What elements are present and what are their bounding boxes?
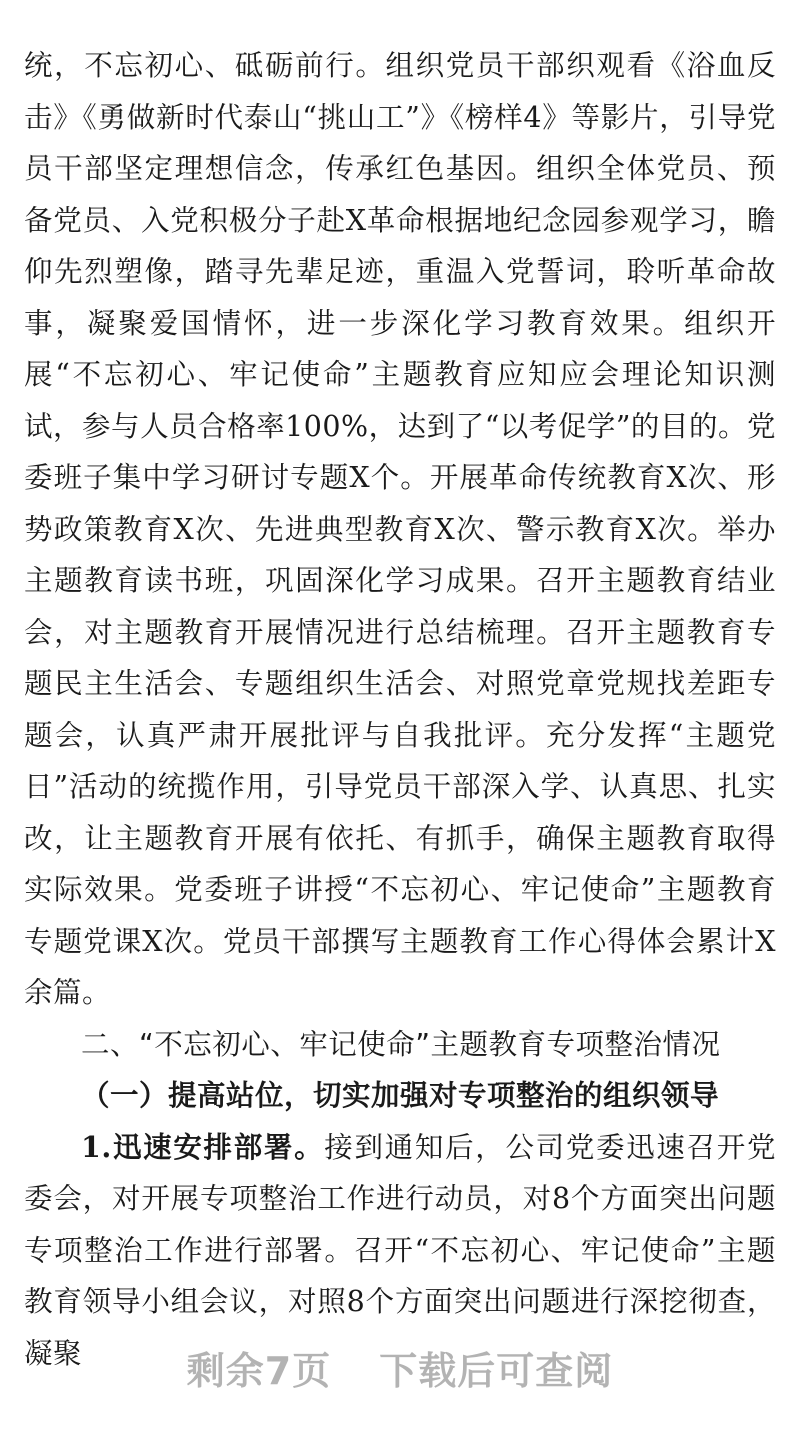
document-page bbox=[24, 40, 776, 1379]
download-hint-text: 下载后可查阅 bbox=[379, 1349, 614, 1393]
body-paragraph-continued: 统，不忘初心、砥砺前行。组织党员干部织观看《浴血反击》《勇做新时代泰山“挑山工”》《榜样4》等影片，引导党员干部坚定理想信念，传承红色基因。组织全体党员、预备党员、入党积极分子赴X革命根据地纪念园参观学习，瞻仰先烈塑像，踏寻先辈足迹，重温入党誓词，聆听革命故事，凝聚爱国情怀，进一步深化学习教育效果。组织开展“不忘初心、牢记使命”主题教育应知应会理论知识测试，参与人员合格率100%，达到了“以考促学”的目的。党委班子集中学习研讨专题X个。开展革命传统教育X次、形势政策教育X次、先进典型教育X次、警示教育X次。举办主题教育读书班，巩固深化学习成果。召开主题教育结业会，对主题教育开展情况进行总结梳理。召开主题教育专题民主生活会、专题组织生活会、对照党章党规找差距专题会，认真严肃开展批评与自我批评。充分发挥“主题党日”活动的统揽作用，引导党员干部深入学、认真思、扎实改，让主题教育开展有依托、有抓手，确保主题教育取得实际效果。党委班子讲授“不忘初心、牢记使命”主题教育专题党课X次。党员干部撰写主题教育工作心得体会累计X余篇。 bbox=[24, 49, 776, 1009]
subsection-heading-1: （一）提高站位，切实加强对专项整治的组织领导 bbox=[81, 1078, 720, 1112]
paragraph-body-text: 接到通知后，公司党委迅速召开党委会，对开展专项整治工作进行动员，对8个方面突出问题专项整治工作进行部署。召开“不忘初心、牢记使命”主题教育领导小组会议，对照8个方面突出问题进行深挖彻查，凝聚 bbox=[24, 1130, 776, 1370]
download-banner[interactable] bbox=[0, 1340, 800, 1395]
paragraph-lead-title: 1.迅速安排部署。 bbox=[81, 1129, 325, 1164]
section-heading-2: 二、“不忘初心、牢记使命”主题教育专项整治情况 bbox=[81, 1027, 721, 1061]
remaining-pages-text: 剩余7页 bbox=[186, 1349, 332, 1393]
